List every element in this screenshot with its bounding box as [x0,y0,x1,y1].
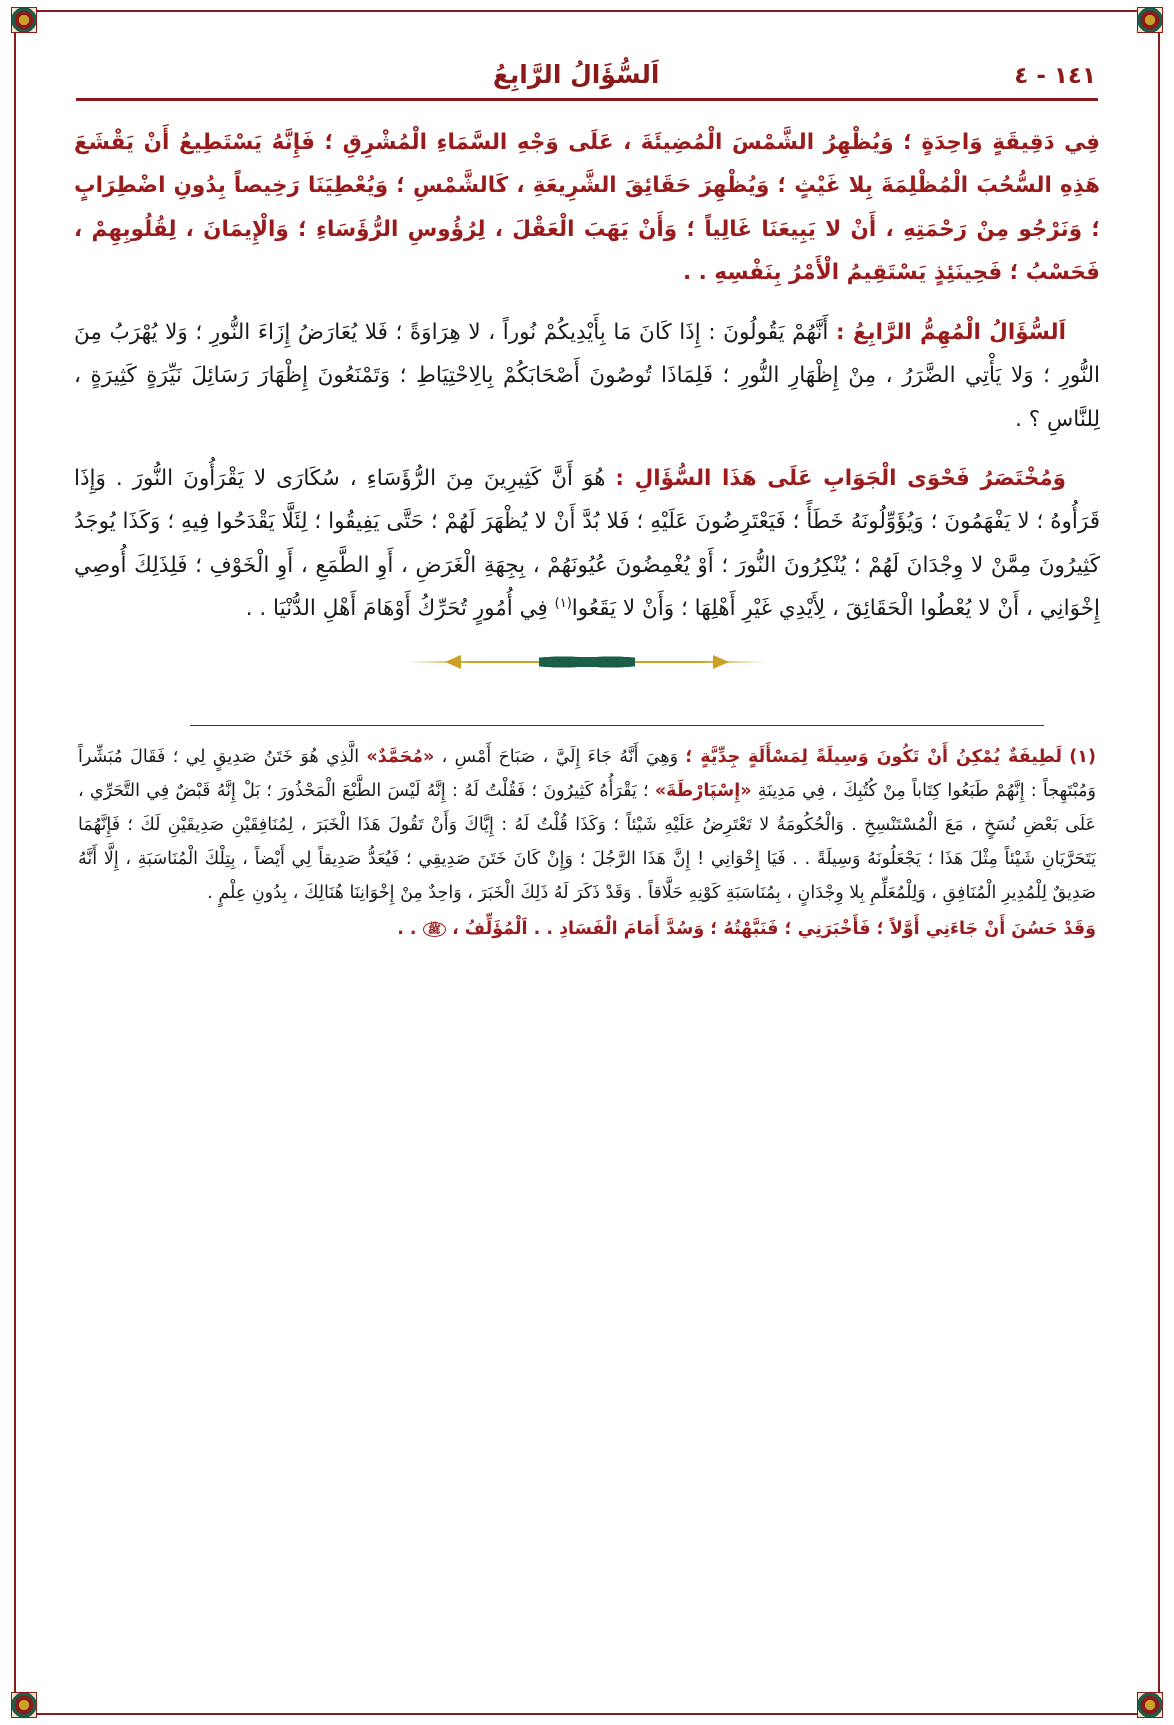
footnote-author-label: اَلْمُؤَلِّفُ ، [452,919,528,940]
corner-ornament-top-right [1137,7,1163,33]
paragraph-answer-summary [74,457,1100,631]
page-title: اَلسُّؤَالُ الرَّابِعُ [492,60,660,89]
paragraph-red-opening: فِي دَقِيقَةٍ وَاحِدَةٍ ؛ وَيُظْهِرُ الشَّمْسَ الْمُضِيئَةَ ، عَلَى وَجْهِ السَّمَاءِ الْمُشْرِقِ ؛ فَإِنَّهُ يَسْتَطِيعُ أَنْ يَقْشَعَ هَذِهِ السُّحُبَ الْمُظْلِمَةَ بِلا غَيْثٍ ؛ وَيُظْهِرَ حَقَائِقَ الشَّرِيعَةِ ، كَالشَّمْسِ ؛ وَيُعْطِيَنَا رَخِيصاً بِدُونِ اضْطِرَابٍ ؛ وَنَرْجُو مِنْ رَحْمَتِهِ ، أَنْ لا يَبِيعَنَا غَالِياً ؛ وَأَنْ يَهَبَ الْعَقْلَ ، لِرُؤُوسِ الرُّؤَسَاءِ ؛ وَالْإِيمَانَ ، لِقُلُوبِهِمْ ، فَحَسْبُ ؛ فَحِينَئِذٍ يَسْتَقِيمُ الْأَمْرُ بِنَفْسِهِ . . [74,130,1100,286]
header-divider-rule [76,98,1098,101]
footnote-part-1: وَهِيَ أَنَّهُ جَاءَ إِلَيَّ ، صَبَاحَ أَمْسِ ، [434,746,686,767]
paragraph-question-four [74,311,1100,441]
paragraph-answer-summary-body: هُوَ أَنَّ كَثِيرِينَ مِنَ الرُّؤَسَاءِ ، سُكَارَى لا يَقْرَأُونَ النُّورَ . وَإِذَا قَرَأُوهُ ؛ لا يَفْهَمُونَ ؛ وَيُؤَوِّلُونَهُ خَطَأً ؛ فَيَعْتَرِضُونَ عَلَيْهِ ؛ فَلا بُدَّ أَنْ لا يُظْهَرَ لَهُمْ ؛ حَتَّى يَفِيقُوا ؛ لِئَلَّا يَقْدَحُوا فِيهِ ؛ وَكَذَا يُوجَدُ كَثِيرُونَ مِمَّنْ لا وِجْدَانَ لَهُمْ ؛ يُنْكِرُونَ النُّورَ ؛ أَوْ يُغْمِضُونَ عُيُونَهُمْ ، بِجِهَةِ الْغَرَضِ ، أَوِ الطَّمَعِ ، أَوِ الْخَوْفِ ؛ فَلِذَلِكَ أُوصِي إِخْوَانِي ، أَنْ لا يُعْطُوا الْحَقَائِقَ ، لِأَيْدِي غَيْرِ أَهْلِهَا ؛ وَأَنْ لا يَقَعُوا [74,465,1100,622]
page-number: ١٤١ - ٤ [1014,63,1096,89]
divider-tip-right [713,655,729,669]
divider-knot [539,652,635,672]
seal-icon: ﷺ [423,922,446,937]
page-content [56,60,1118,1660]
footnote-closing-line [78,912,1096,946]
footnote-lead: لَطِيفَةٌ يُمْكِنُ أَنْ تَكُونَ وَسِيلَةً لِمَسْأَلَةٍ جِدِّيَّةٍ ؛ [685,746,1062,767]
footnote-part-3: ؛ يَقْرَأُهُ كَثِيرُونَ ؛ فَقُلْتُ لَهُ : إِنَّهُ لَيْسَ الطَّبْعَ الْمَحْذُورَ ؛ بَلْ إِنَّهُ قَبْضٌ فِي التَّحَرِّي ، عَلَى بَعْضِ نُسَخٍ ، مَعَ الْمُسْتَنْسِخِ . وَالْحُكُومَةُ لا تَعْتَرِضُ عَلَيْهِ شَيْئاً ؛ وَكَذَا قُلْتُ لَهُ : إِيَّاكَ وَأَنْ تَقُولَ هَذَا الْخَبَرَ ، لِمُنَافِقَيْنِ صَدِيقَيْنِ لَكَ ؛ فَإِنَّهُمَا يَتَحَرَّيَانِ شَيْئاً مِثْلَ هَذَا ؛ يَجْعَلُونَهُ وَسِيلَةً . . فَيَا إِخْوَانِي ! إِنَّ هَذَا الرَّجُلَ ؛ وَإِنْ كَانَ خَتَنَ صَدِيقِي ؛ فَيُعَدُّ صَدِيقاً لِي أَيْضاً ، بِتِلْكَ الْمُنَاسَبَةِ ، إِلَّا أَنَّهُ صَدِيقٌ لِلْمُدِيرِ الْمُنَافِقِ ، وَلِلْمُعَلِّمِ بِلا وِجْدَانٍ ، بِمُنَاسَبَةِ كَوْنِهِ حَلَّاقاً . وَقَدْ ذَكَرَ لَهُ ذَلِكَ الْخَبَرَ ، وَاحِدٌ مِنْ إِخْوَانِنَا هُنَالِكَ ، بِدُونِ عِلْمٍ . [78,780,1096,904]
footnote-text [78,740,1096,947]
corner-ornament-bottom-right [1137,1692,1163,1718]
footnote-person-name: «مُحَمَّدٌ» [366,746,435,767]
footnote-reference-marker[interactable]: (١) [554,596,572,612]
paragraph-question-four-body: أَنَّهُمْ يَقُولُونَ : إِذَا كَانَ مَا بِأَيْدِيكُمْ نُوراً ، لا هِرَاوَةً ؛ فَلا يُعَارَضُ إِزَاءَ النُّورِ ؛ وَلا يُهْرَبُ مِنَ النُّورِ ؛ وَلا يَأْتِي الضَّرَرُ ، مِنْ إِظْهَارِ النُّورِ ؛ فَلِمَاذَا تُوصُونَ أَصْحَابَكُمْ بِالِاحْتِيَاطِ ؛ وَتَمْنَعُونَ إِظْهَارَ رَسَائِلَ نَيِّرَةٍ كَثِيرَةٍ ، لِلنَّاسِ ؟ . [74,319,1100,432]
page-header [70,60,1104,89]
footnote-closing-end: . . [397,919,423,940]
footnote-separator-rule [190,725,1044,726]
corner-ornament-top-left [11,7,37,33]
footnote-city-name: «إِسْپَارْطَةَ» [654,780,752,801]
divider-tip-left [445,655,461,669]
ornamental-divider [407,649,767,675]
paragraph-answer-summary-tail: فِي أُمُورٍ تُحَرِّكُ أَوْهَامَ أَهْلِ الدُّنْيَا . . [245,596,555,622]
footnote-marker: (١) [1069,746,1096,767]
corner-ornament-bottom-left [11,1692,37,1718]
paragraph-answer-summary-lead: وَمُخْتَصَرُ فَحْوَى الْجَوَابِ عَلَى هَذَا السُّؤَالِ : [615,465,1066,491]
paragraph-question-four-lead: اَلسُّؤَالُ الْمُهِمُّ الرَّابِعُ : [835,319,1066,345]
footnote-closing-text: وَقَدْ حَسُنَ أَنْ جَاءَنِي أَوَّلاً ؛ فَأَخْبَرَنِي ؛ فَنَبَّهْتُهُ ؛ وَسُدَّ أَمَامَ الْفَسَادِ . . [527,919,1096,940]
footnote-part-2: الَّذِي هُوَ خَتَنُ صَدِيقٍ لِي ؛ فَقَالَ مُبَشِّراً وَمُبْتَهِجاً : إِنَّهُمْ طَبَعُوا كِتَاباً مِنْ كُتُبِكَ ، فِي مَدِينَةِ [78,746,1097,801]
